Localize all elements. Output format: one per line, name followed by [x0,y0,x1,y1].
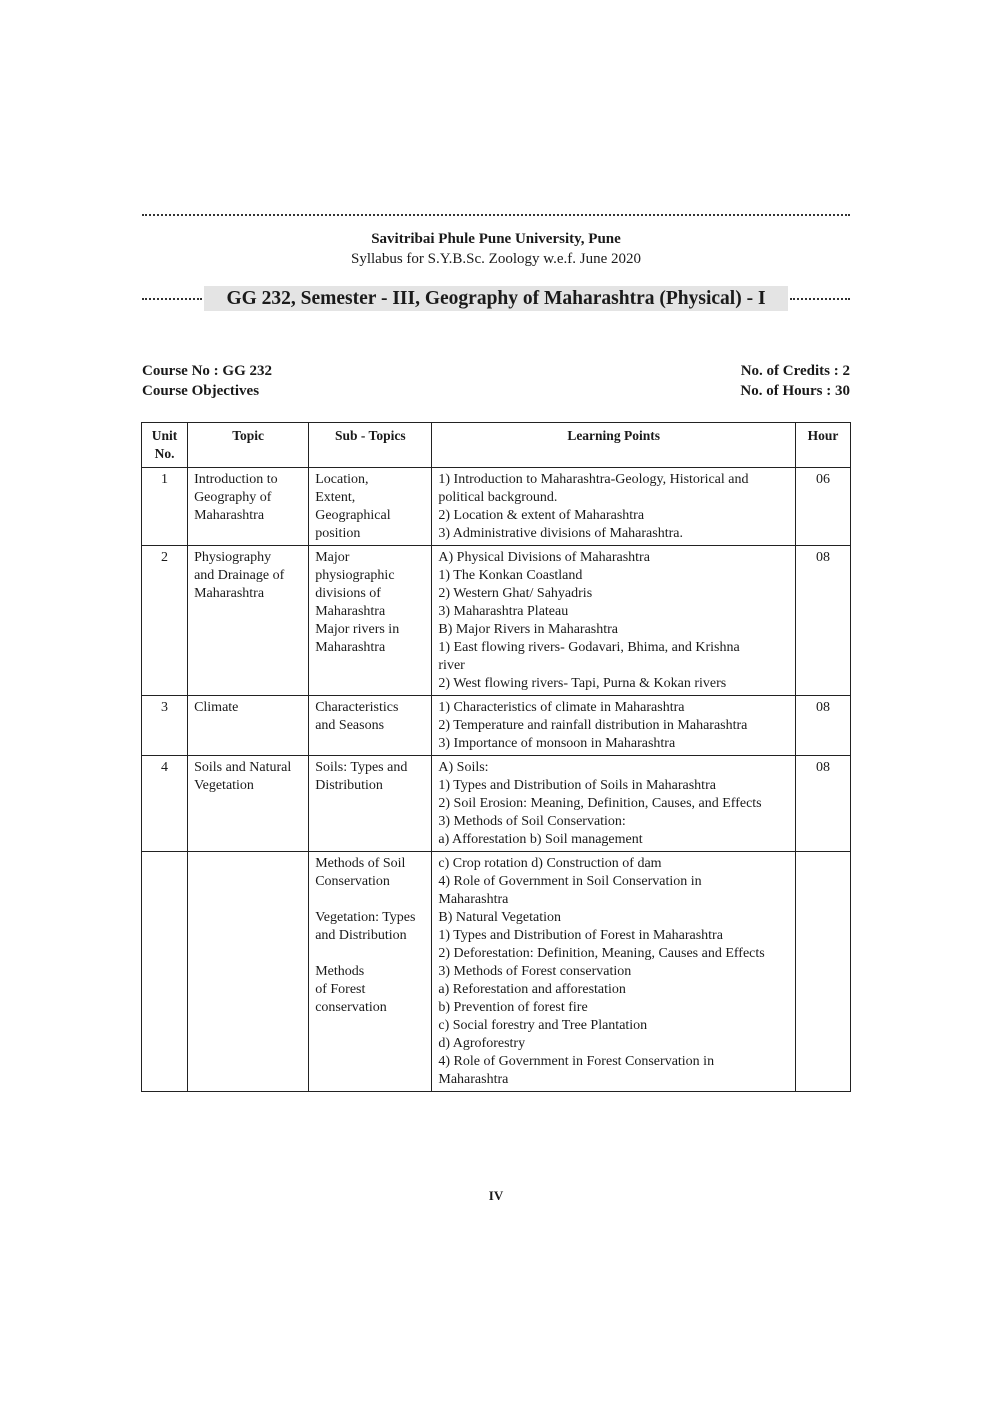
cell-hour: 08 [795,696,850,756]
cell-learning-points-line: B) Natural Vegetation [438,910,561,925]
cell-learning-points-line: 1) Introduction to Maharashtra-Geology, Historical and [438,472,749,487]
header-unit-line2: No. [154,446,175,461]
cell-learning-points-line: 4) Role of Government in Soil Conservation in [438,874,702,889]
header-learning-points: Learning Points [432,423,796,468]
syllabus-line: Syllabus for S.Y.B.Sc. Zoology w.e.f. June 2020 [351,251,641,267]
cell-learning-points-line: a) Reforestation and afforestation [438,982,626,997]
cell-learning-points-line: 2) West flowing rivers- Tapi, Purna & Kokan rivers [438,676,727,691]
cell-subtopics-line: Distribution [315,778,383,793]
header-hour: Hour [795,423,850,468]
cell-learning-points [432,756,796,852]
cell-subtopics-line: Characteristics [315,700,399,715]
cell-subtopics-line [315,891,425,909]
cell-subtopics-line: Methods [315,964,365,979]
university-name: Savitribai Phule Pune University, Pune [371,231,621,247]
page-number: IV [488,1188,504,1203]
cell-learning-points-line: B) Major Rivers in Maharashtra [438,622,619,637]
cell-learning-points-line: 2) Western Ghat/ Sahyadris [438,586,593,601]
cell-learning-points-line: A) Physical Divisions of Maharashtra [438,550,650,565]
cell-hour [795,852,850,1092]
cell-learning-points-line: 1) The Konkan Coastland [438,568,583,583]
cell-subtopics-line: and Distribution [315,928,407,943]
cell-topic [188,852,309,1092]
cell-topic-line: Maharashtra [194,586,265,601]
top-divider [142,214,850,216]
cell-subtopics-line: Major rivers in [315,622,400,637]
cell-subtopics [309,546,432,696]
header-unit-line1: Unit [151,428,178,443]
cell-subtopics-line: Location, [315,472,369,487]
cell-learning-points-line: 2) Location & extent of Maharashtra [438,508,645,523]
cell-learning-points-line: A) Soils: [438,760,489,775]
cell-topic-line: Geography of [194,490,272,505]
cell-learning-points [432,546,796,696]
cell-subtopics [309,756,432,852]
table-row [142,756,851,852]
cell-subtopics-line: physiographic [315,568,395,583]
cell-unit: 4 [142,756,188,852]
cell-topic-line: Soils and Natural [194,760,292,775]
cell-topic [188,546,309,696]
cell-topic-line: Maharashtra [194,508,265,523]
cell-subtopics-line: Maharashtra [315,640,386,655]
cell-learning-points-line: 3) Importance of monsoon in Maharashtra [438,736,676,751]
credits: No. of Credits : 2 [740,363,850,379]
table-row [142,546,851,696]
cell-learning-points-line: Maharashtra [438,1072,509,1087]
cell-topic [188,756,309,852]
cell-unit: 3 [142,696,188,756]
cell-learning-points-line: political background. [438,490,558,505]
course-objectives: Course Objectives [142,383,260,399]
cell-topic-line: Introduction to [194,472,278,487]
title-divider-left [142,298,202,300]
table-row [142,852,851,1092]
table-row [142,696,851,756]
cell-subtopics-line: and Seasons [315,718,385,733]
cell-topic-line: Climate [194,700,239,715]
cell-subtopics-line [315,945,425,963]
table-header-row [142,423,851,468]
cell-topic-line: Vegetation [194,778,254,793]
cell-subtopics [309,852,432,1092]
cell-learning-points-line: 4) Role of Government in Forest Conservation in [438,1054,715,1069]
cell-learning-points-line: d) Agroforestry [438,1036,526,1051]
cell-subtopics-line: Conservation [315,874,390,889]
hours: No. of Hours : 30 [740,383,850,399]
cell-learning-points-line: 3) Administrative divisions of Maharashtra. [438,526,683,541]
cell-learning-points-line: 3) Methods of Soil Conservation: [438,814,626,829]
cell-hour: 06 [795,468,850,546]
cell-hour: 08 [795,756,850,852]
cell-subtopics-line: Maharashtra [315,604,386,619]
cell-topic-line: Physiography [194,550,272,565]
course-number: Course No : GG 232 [142,363,272,379]
cell-subtopics [309,696,432,756]
header-subtopics: Sub - Topics [309,423,432,468]
cell-subtopics-line: of Forest [315,982,366,997]
course-title: GG 232, Semester - III, Geography of Maharashtra (Physical) - I [204,286,788,311]
table-row [142,468,851,546]
cell-learning-points-line: Maharashtra [438,892,509,907]
syllabus-table [141,422,851,1092]
cell-subtopics-line: position [315,526,361,541]
cell-learning-points-line: 1) Characteristics of climate in Maharashtra [438,700,685,715]
cell-unit [142,852,188,1092]
cell-learning-points-line: 2) Deforestation: Definition, Meaning, Causes and Effects [438,946,765,961]
cell-learning-points-line: 1) Types and Distribution of Soils in Maharashtra [438,778,716,793]
cell-learning-points-line: 3) Maharashtra Plateau [438,604,569,619]
cell-subtopics-line: Major [315,550,350,565]
header-topic: Topic [188,423,309,468]
cell-learning-points-line: 1) Types and Distribution of Forest in Maharashtra [438,928,723,943]
cell-topic-line: and Drainage of [194,568,285,583]
cell-learning-points [432,852,796,1092]
cell-learning-points-line: b) Prevention of forest fire [438,1000,588,1015]
cell-subtopics-line: Extent, [315,490,356,505]
cell-learning-points [432,696,796,756]
cell-topic [188,468,309,546]
cell-learning-points-line: a) Afforestation b) Soil management [438,832,643,847]
cell-learning-points-line: 1) East flowing rivers- Godavari, Bhima, and Krishna [438,640,740,655]
cell-learning-points [432,468,796,546]
cell-learning-points-line: river [438,658,465,673]
cell-learning-points-line: c) Social forestry and Tree Plantation [438,1018,648,1033]
header-unit [142,423,188,468]
cell-learning-points-line: c) Crop rotation d) Construction of dam [438,856,662,871]
cell-unit: 1 [142,468,188,546]
cell-topic [188,696,309,756]
cell-subtopics-line: Vegetation: Types [315,910,416,925]
cell-unit: 2 [142,546,188,696]
cell-learning-points-line: 2) Soil Erosion: Meaning, Definition, Causes, and Effects [438,796,762,811]
cell-subtopics-line: Soils: Types and [315,760,408,775]
cell-subtopics-line: conservation [315,1000,387,1015]
cell-hour: 08 [795,546,850,696]
cell-subtopics-line: Methods of Soil [315,856,406,871]
cell-learning-points-line: 3) Methods of Forest conservation [438,964,632,979]
cell-subtopics-line: Geographical [315,508,391,523]
cell-subtopics-line: divisions of [315,586,381,601]
cell-subtopics [309,468,432,546]
title-divider-right [790,298,850,300]
cell-learning-points-line: 2) Temperature and rainfall distribution in Maharashtra [438,718,748,733]
